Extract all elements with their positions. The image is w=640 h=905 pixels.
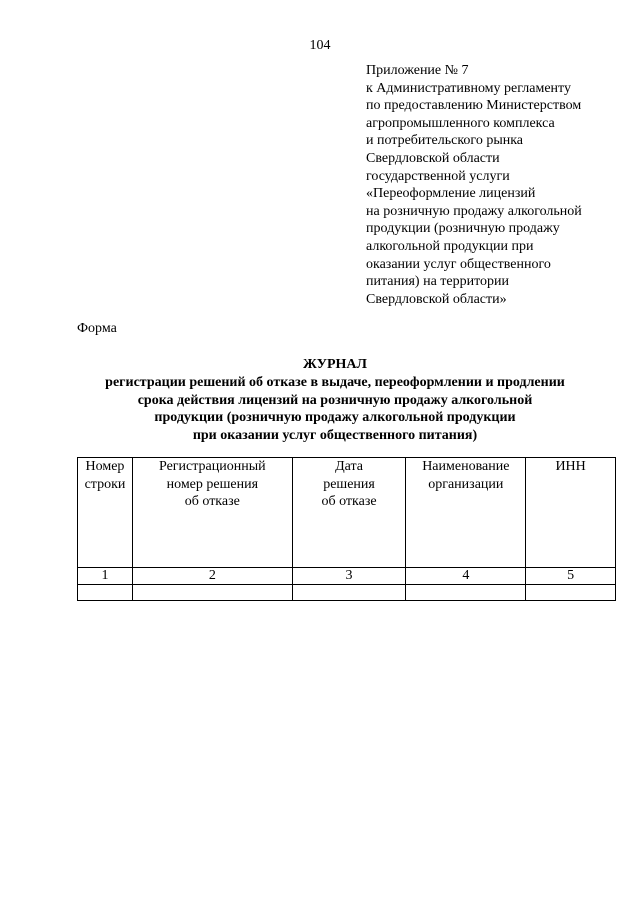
column-number: 5 xyxy=(526,568,616,585)
appendix-line: продукции (розничную продажу xyxy=(366,221,560,237)
appendix-line: на розничную продажу алкогольной xyxy=(366,203,582,219)
empty-cell xyxy=(406,585,526,601)
appendix-line: агропромышленного комплекса xyxy=(366,115,555,131)
title-line: срока действия лицензий на розничную продажу алкогольной xyxy=(137,392,533,408)
header-cell-registration-number: Регистрационный номер решения об отказе xyxy=(132,458,292,568)
appendix-line: Приложение № 7 xyxy=(366,63,469,78)
empty-cell xyxy=(78,585,133,601)
journal-table xyxy=(77,457,616,601)
title-line: продукции (розничную продажу алкогольной продукции xyxy=(154,410,516,426)
table-empty-row xyxy=(78,585,616,601)
appendix-line: государственной услуги xyxy=(366,168,510,184)
appendix-line: питания) на территории xyxy=(366,274,510,290)
appendix-line: к Административному регламенту xyxy=(366,80,571,96)
page-number: 104 xyxy=(309,38,331,53)
appendix-line: Свердловской области» xyxy=(366,291,507,307)
appendix-line: «Переоформление лицензий xyxy=(366,186,536,202)
empty-cell xyxy=(292,585,406,601)
column-number: 2 xyxy=(132,568,292,585)
appendix-note xyxy=(366,62,636,308)
appendix-line: и потребительского рынка xyxy=(366,133,524,149)
title-line: регистрации решений об отказе в выдаче, переоформлении и продлении xyxy=(105,374,565,390)
empty-cell xyxy=(132,585,292,601)
appendix-line: оказании услуг общественного xyxy=(366,256,551,272)
appendix-line: алкогольной продукции при xyxy=(366,238,534,254)
journal-title xyxy=(60,356,610,445)
appendix-line: Свердловской области xyxy=(366,150,500,166)
column-number: 4 xyxy=(406,568,526,585)
header-cell-organization-name: Наименование организации xyxy=(406,458,526,568)
form-label: Форма xyxy=(77,321,117,336)
column-number: 1 xyxy=(78,568,133,585)
title-line: при оказании услуг общественного питания) xyxy=(192,428,478,444)
title-heading: ЖУРНАЛ xyxy=(303,357,367,372)
header-cell-inn: ИНН xyxy=(526,458,616,568)
table-header-row xyxy=(78,458,616,568)
empty-cell xyxy=(526,585,616,601)
appendix-line: по предоставлению Министерством xyxy=(366,98,582,114)
header-cell-decision-date: Дата решения об отказе xyxy=(292,458,406,568)
header-cell-row-number: Номер строки xyxy=(78,458,133,568)
table-number-row xyxy=(78,568,616,585)
column-number: 3 xyxy=(292,568,406,585)
